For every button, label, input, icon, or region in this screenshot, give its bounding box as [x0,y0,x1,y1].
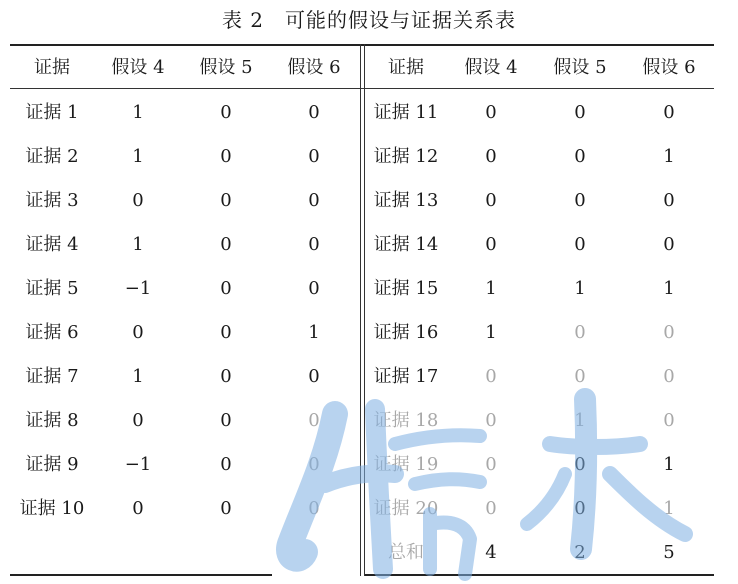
right-row-6-col-2: 1 [485,322,497,343]
right-row-1-col-1: 证据 11 [373,102,439,123]
left-row-9-col-2: −1 [124,454,152,475]
left-row-10-col-2: 0 [132,498,144,519]
left-row-4-col-2: 1 [132,234,144,255]
left-row-6-col-1: 证据 6 [25,322,79,343]
left-row-2-col-1: 证据 2 [25,146,79,167]
left-row-3-col-3: 0 [220,190,232,211]
right-row-7-col-4: 0 [663,366,675,387]
left-row-2-col-2: 1 [132,146,144,167]
header-hypothesis5-left: 假设 5 [199,57,253,78]
right-row-8-col-3: 1 [574,410,586,431]
right-row-3-col-2: 0 [485,190,497,211]
right-row-9-col-4: 1 [663,454,675,475]
right-row-8-col-1: 证据 18 [373,410,439,431]
left-row-1-col-3: 0 [220,102,232,123]
left-row-1-col-1: 证据 1 [25,102,79,123]
left-row-5-col-1: 证据 5 [25,278,79,299]
left-row-7-col-1: 证据 7 [25,366,79,387]
left-row-8-col-2: 0 [132,410,144,431]
left-row-8-col-1: 证据 8 [25,410,79,431]
table-caption: 表 2 可能的假设与证据关系表 [221,8,517,32]
right-row-11-col-2: 4 [485,542,497,563]
left-row-9-col-3: 0 [220,454,232,475]
left-row-9-col-1: 证据 9 [25,454,79,475]
bottom-rule-left [10,574,272,576]
right-row-5-col-2: 1 [485,278,497,299]
right-row-5-col-3: 1 [574,278,586,299]
right-row-7-col-3: 0 [574,366,586,387]
right-row-3-col-3: 0 [574,190,586,211]
header-hypothesis5-right: 假设 5 [553,57,607,78]
left-row-8-col-3: 0 [220,410,232,431]
right-row-5-col-1: 证据 15 [373,278,439,299]
left-row-10-col-3: 0 [220,498,232,519]
left-row-6-col-4: 1 [308,322,320,343]
right-row-6-col-3: 0 [574,322,586,343]
header-hypothesis4-right: 假设 4 [464,57,518,78]
left-row-7-col-2: 1 [132,366,144,387]
left-row-6-col-2: 0 [132,322,144,343]
right-row-1-col-2: 0 [485,102,497,123]
right-row-10-col-1: 证据 20 [373,498,439,519]
right-row-11-col-3: 2 [574,542,586,563]
left-row-1-col-4: 0 [308,102,320,123]
left-row-2-col-3: 0 [220,146,232,167]
right-row-6-col-1: 证据 16 [373,322,439,343]
divider-line-2 [364,44,365,576]
right-row-10-col-4: 1 [663,498,675,519]
right-row-11-col-4: 5 [663,542,675,563]
left-row-4-col-3: 0 [220,234,232,255]
left-row-10-col-1: 证据 10 [19,498,85,519]
right-row-9-col-3: 0 [574,454,586,475]
left-row-8-col-4: 0 [308,410,320,431]
header-hypothesis4-left: 假设 4 [111,57,165,78]
right-row-7-col-2: 0 [485,366,497,387]
right-row-2-col-4: 1 [663,146,675,167]
right-row-4-col-2: 0 [485,234,497,255]
left-row-1-col-2: 1 [132,102,144,123]
left-row-9-col-4: 0 [308,454,320,475]
left-row-5-col-2: −1 [124,278,152,299]
right-row-8-col-4: 0 [663,410,675,431]
left-row-5-col-3: 0 [220,278,232,299]
right-row-3-col-1: 证据 13 [373,190,439,211]
right-row-2-col-1: 证据 12 [373,146,439,167]
left-row-3-col-1: 证据 3 [25,190,79,211]
left-row-4-col-1: 证据 4 [25,234,79,255]
right-row-4-col-4: 0 [663,234,675,255]
right-row-8-col-2: 0 [485,410,497,431]
left-row-3-col-4: 0 [308,190,320,211]
right-row-2-col-2: 0 [485,146,497,167]
divider-line-1 [360,44,361,576]
left-row-7-col-4: 0 [308,366,320,387]
right-row-1-col-4: 0 [663,102,675,123]
left-row-2-col-4: 0 [308,146,320,167]
right-row-11-col-1: 总和 [388,542,424,563]
right-row-10-col-2: 0 [485,498,497,519]
left-row-3-col-2: 0 [132,190,144,211]
right-row-1-col-3: 0 [574,102,586,123]
right-row-6-col-4: 0 [663,322,675,343]
left-row-6-col-3: 0 [220,322,232,343]
right-row-4-col-3: 0 [574,234,586,255]
header-hypothesis6-right: 假设 6 [642,57,696,78]
right-row-9-col-1: 证据 19 [373,454,439,475]
evidence-table [10,44,714,576]
right-row-3-col-4: 0 [663,190,675,211]
header-evidence-right: 证据 [388,57,424,78]
header-hypothesis6-left: 假设 6 [287,57,341,78]
left-row-7-col-3: 0 [220,366,232,387]
left-row-10-col-4: 0 [308,498,320,519]
right-row-9-col-2: 0 [485,454,497,475]
left-row-4-col-4: 0 [308,234,320,255]
right-row-4-col-1: 证据 14 [373,234,439,255]
right-row-7-col-1: 证据 17 [373,366,439,387]
left-row-5-col-4: 0 [308,278,320,299]
right-row-2-col-3: 0 [574,146,586,167]
right-row-10-col-3: 0 [574,498,586,519]
header-evidence-left: 证据 [34,57,70,78]
right-row-5-col-4: 1 [663,278,675,299]
